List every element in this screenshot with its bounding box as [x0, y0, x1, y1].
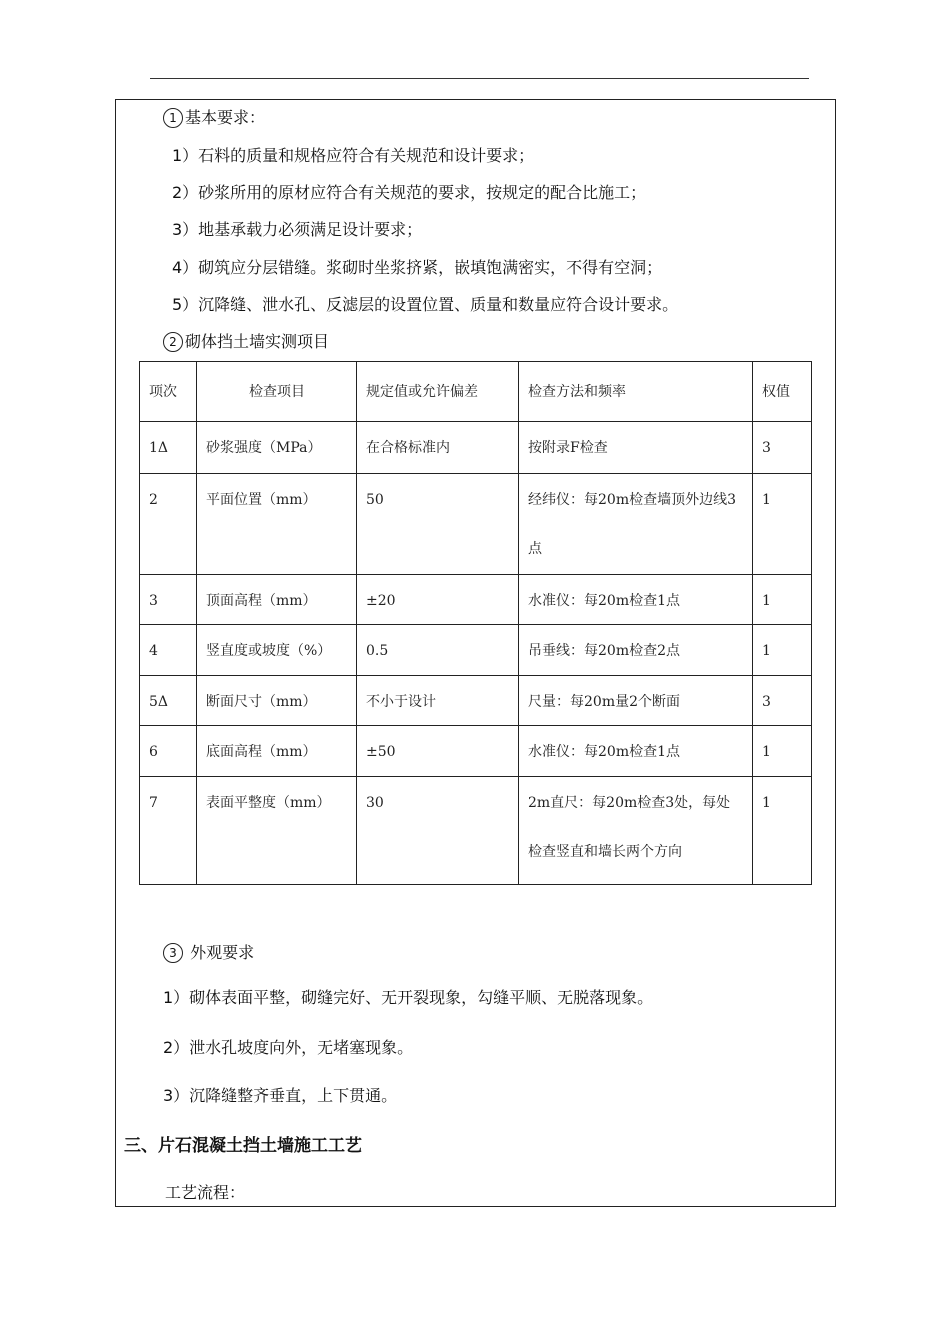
- table-cell: 砂浆强度（MPa）: [197, 422, 357, 474]
- table-cell: 经纬仪：每20m检查墙顶外边线3点: [519, 474, 753, 575]
- table-cell: 1: [753, 777, 812, 885]
- table-row: [140, 575, 812, 625]
- table-cell: 表面平整度（mm）: [197, 777, 357, 885]
- table-row: [140, 474, 812, 575]
- table-cell: 3: [753, 676, 812, 726]
- circled-number-1: 1: [163, 108, 183, 128]
- table-cell: 平面位置（mm）: [197, 474, 357, 575]
- appearance-item-1: 1）砌体表面平整，砌缝完好、无开裂现象，勾缝平顺、无脱落现象。: [163, 988, 654, 1007]
- header-cell: 检查项目: [197, 362, 357, 422]
- header-cell: 检查方法和频率: [519, 362, 753, 422]
- table-cell: ±20: [357, 575, 519, 625]
- basic-item-1: 1）石料的质量和规格应符合有关规范和设计要求；: [172, 146, 535, 165]
- table-cell: 顶面高程（mm）: [197, 575, 357, 625]
- table-cell: 竖直度或坡度（%）: [197, 625, 357, 676]
- table-cell: 30: [357, 777, 519, 885]
- table-cell: 断面尺寸（mm）: [197, 676, 357, 726]
- table-cell: 1: [753, 575, 812, 625]
- table-cell: 3: [140, 575, 197, 625]
- header-cell: 权值: [753, 362, 812, 422]
- table-cell: 在合格标准内: [357, 422, 519, 474]
- table-cell: 2m直尺：每20m检查3处，每处检查竖直和墙长两个方向: [519, 777, 753, 885]
- process-flow-label: 工艺流程：: [165, 1183, 246, 1202]
- table-row: [140, 777, 812, 885]
- table-cell: 1: [753, 474, 812, 575]
- table-row: [140, 625, 812, 676]
- table-row: [140, 726, 812, 777]
- table-cell: ±50: [357, 726, 519, 777]
- table-cell: 1: [753, 726, 812, 777]
- table-cell: 4: [140, 625, 197, 676]
- table-cell: 3: [753, 422, 812, 474]
- table-row: [140, 676, 812, 726]
- table-cell: 6: [140, 726, 197, 777]
- table-cell: 不小于设计: [357, 676, 519, 726]
- measurement-table: [139, 361, 812, 885]
- basic-heading: 1 基本要求：: [163, 107, 265, 129]
- basic-item-5: 5）沉降缝、泄水孔、反滤层的设置位置、质量和数量应符合设计要求。: [172, 295, 679, 314]
- table-cell: 尺量：每20m量2个断面: [519, 676, 753, 726]
- table-cell: 7: [140, 777, 197, 885]
- table-row: [140, 422, 812, 474]
- basic-item-3: 3）地基承载力必须满足设计要求；: [172, 220, 423, 239]
- table-cell: 0.5: [357, 625, 519, 676]
- header-rule: [150, 78, 809, 79]
- table-cell: 水准仪：每20m检查1点: [519, 575, 753, 625]
- table-cell: 按附录F检查: [519, 422, 753, 474]
- measure-heading: 2 砌体挡土墙实测项目: [163, 331, 329, 353]
- table-cell: 50: [357, 474, 519, 575]
- appearance-item-3: 3）沉降缝整齐垂直，上下贯通。: [163, 1086, 398, 1105]
- table-cell: 2: [140, 474, 197, 575]
- table-cell: 水准仪：每20m检查1点: [519, 726, 753, 777]
- circled-number-2: 2: [163, 332, 183, 352]
- table-cell: 底面高程（mm）: [197, 726, 357, 777]
- basic-item-4: 4）砌筑应分层错缝。浆砌时坐浆挤紧，嵌填饱满密实，不得有空洞；: [172, 258, 663, 277]
- circled-number-3: 3: [163, 943, 183, 963]
- table-header-row: [140, 362, 812, 422]
- table-cell: 1Δ: [140, 422, 197, 474]
- table-cell: 1: [753, 625, 812, 676]
- appearance-heading: 3 外观要求: [163, 942, 254, 964]
- section-3-title: 三、片石混凝土挡土墙施工工艺: [124, 1136, 362, 1156]
- basic-item-2: 2）砂浆所用的原材应符合有关规范的要求，按规定的配合比施工；: [172, 183, 647, 202]
- table-cell: 吊垂线：每20m检查2点: [519, 625, 753, 676]
- header-cell: 规定值或允许偏差: [357, 362, 519, 422]
- appearance-item-2: 2）泄水孔坡度向外，无堵塞现象。: [163, 1038, 414, 1057]
- table-cell: 5Δ: [140, 676, 197, 726]
- header-cell: 项次: [140, 362, 197, 422]
